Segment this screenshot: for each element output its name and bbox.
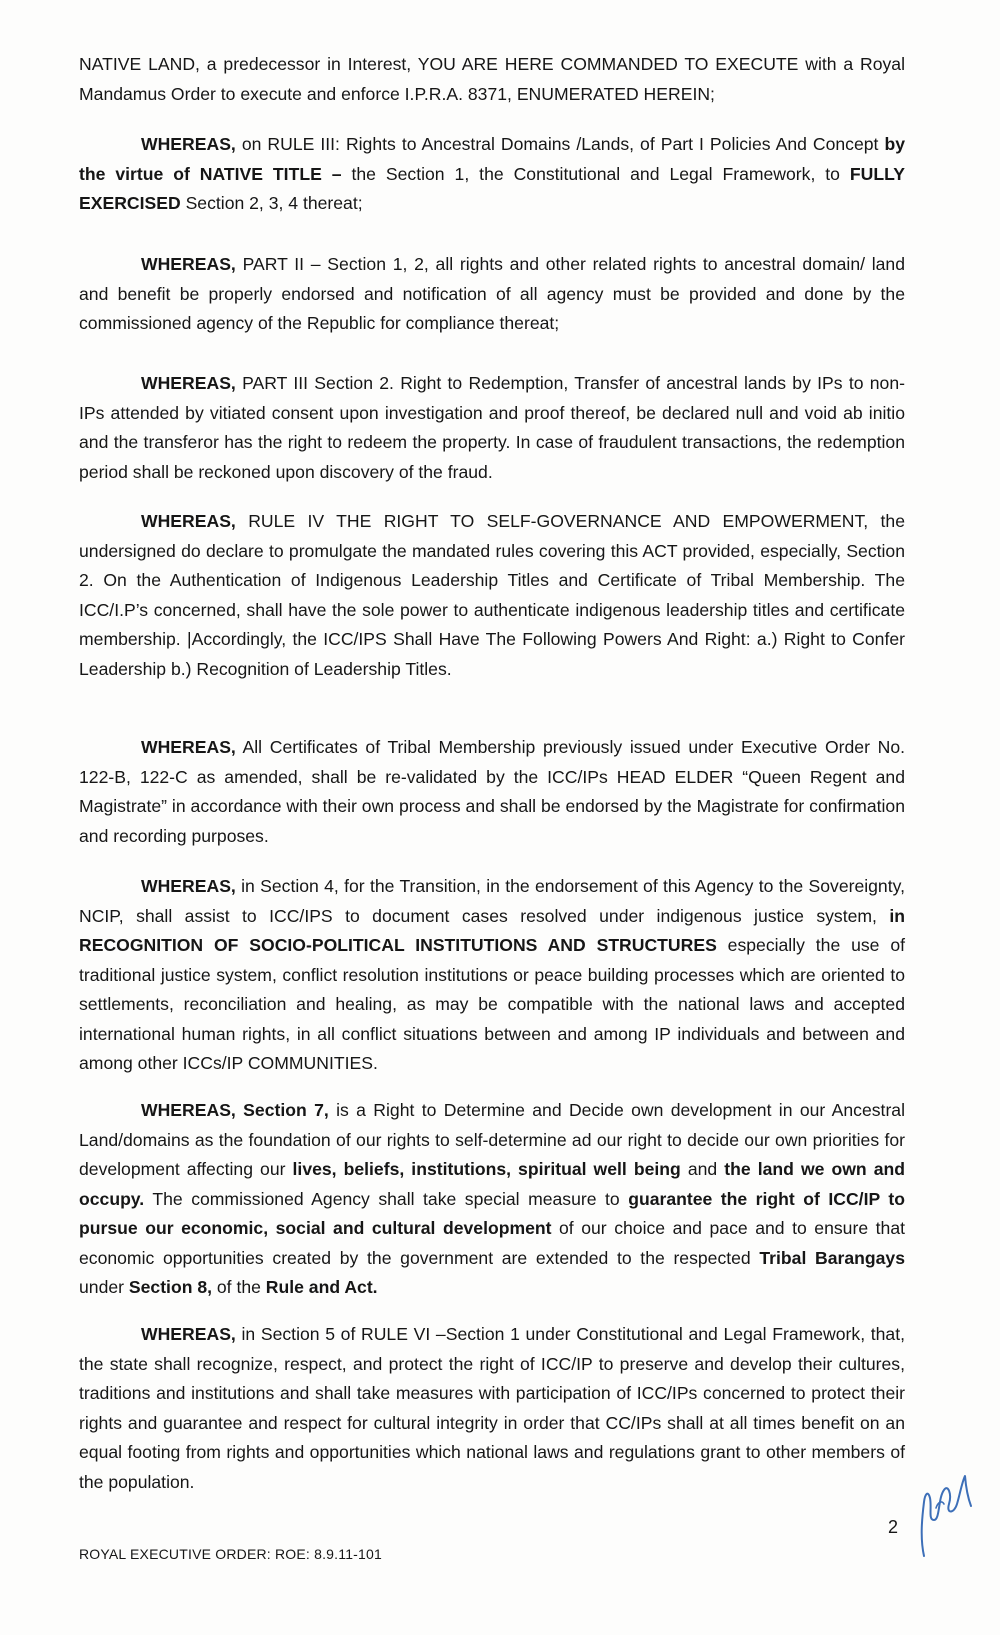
whereas-lead: WHEREAS, (141, 737, 236, 757)
emphasis-text: in RECOGNITION OF SOCIO-POLITICAL INSTITUTIONS AND STRUCTURES (79, 905, 905, 955)
paragraph-text: in Section 5 of RULE VI –Section 1 under Constitutional and Legal Framework, that, the state shall recognize, respect, and protect the right of ICC/IP to preserve and develop their cultures, traditions and institutions and shall take measures with participation of ICC/IPs concerned to protect their rights and guarantee and respect for cultural integrity in order that CC/IPs shall at all times benefit on an equal footing from rights and opportunities which national laws and regulations grant to other members of the population. (79, 1324, 905, 1492)
paragraph-intro (79, 50, 905, 109)
emphasis-text: Section 8, (128, 1277, 212, 1297)
paragraph-text: and (680, 1159, 725, 1179)
paragraph-text: in Section 4, for the Transition, in the endorsement of this Agency to the Sovereignty, NCIP, shall assist to ICC/IPS to document cases resolved under indigenous justice system, (79, 876, 905, 926)
paragraph-whereas-section-7 (79, 1096, 905, 1303)
paragraph-whereas-part-iii (79, 369, 905, 487)
paragraph-text: of our choice and pace and to ensure that economic opportunities created by the government are extended to the respected (79, 1218, 905, 1268)
paragraph-text: is a Right to Determine and Decide own development in our Ancestral Land/domains as the foundation of our rights to self-determine ad our right to decide our own priorities for development affecting our (79, 1100, 905, 1179)
document-footer: ROYAL EXECUTIVE ORDER: ROE: 8.9.11-101 (79, 1546, 382, 1562)
paragraph-text: NATIVE LAND, a predecessor in Interest, YOU ARE HERE COMMANDED TO EXECUTE with a Royal Mandamus Order to execute and enforce I.P.R.A. 8371, ENUMERATED HEREIN; (79, 54, 905, 104)
whereas-lead: WHEREAS, (141, 511, 236, 531)
paragraph-text: of the (212, 1277, 266, 1297)
paragraph-whereas-rule-iv (79, 507, 905, 684)
paragraph-text: PART III Section 2. Right to Redemption, Transfer of ancestral lands by IPs to non-IPs attended by vitiated consent upon investigation and proof thereof, be declared null and void ab initio and the transferor has the right to redeem the property. In case of fraudulent transactions, the redemption period shall be reckoned upon discovery of the fraud. (79, 373, 905, 482)
emphasis-text: lives, beliefs, institutions, spiritual well being (292, 1159, 681, 1179)
paragraph-text: RULE IV THE RIGHT TO SELF-GOVERNANCE AND EMPOWERMENT, the undersigned do declare to promulgate the mandated rules covering this ACT provided, especially, Section 2. On the Authentication of Indigenous Leadership Titles and Certificate of Tribal Membership. The ICC/I.P’s concerned, shall have the sole power to authenticate indigenous leadership titles and certificate membership. |Accordingly, the ICC/IPS Shall Have The Following Powers And Right: a.) Right to Confer Leadership b.) Recognition of Leadership Titles. (79, 511, 905, 679)
paragraph-text: All Certificates of Tribal Membership previously issued under Executive Order No. 122-B, 122-C as amended, shall be re-validated by the ICC/IPs HEAD ELDER “Queen Regent and Magistrate” in accordance with their own process and shall be endorsed by the Magistrate for confirmation and recording purposes. (79, 737, 905, 846)
whereas-lead: WHEREAS, (141, 373, 236, 393)
paragraph-text: the Section 1, the Constitutional and Legal Framework, to (341, 163, 850, 184)
paragraph-whereas-part-ii (79, 250, 905, 339)
emphasis-text: Tribal Barangays (759, 1247, 905, 1268)
whereas-lead: WHEREAS, (141, 254, 236, 274)
page-number: 2 (888, 1517, 899, 1537)
whereas-lead: WHEREAS, Section 7, (141, 1100, 329, 1120)
paragraph-text: under (79, 1277, 129, 1297)
emphasis-text: FULLY EXERCISED (79, 163, 905, 213)
whereas-lead: WHEREAS, (141, 1324, 236, 1344)
whereas-lead: WHEREAS, (141, 134, 236, 154)
paragraph-text: PART II – Section 1, 2, all rights and other related rights to ancestral domain/ land and benefit be properly endorsed and notification of all agency must be provided and done by the commissioned agency of the Republic for compliance thereat; (79, 254, 905, 333)
emphasis-text: the land we own and occupy. (79, 1159, 905, 1209)
whereas-lead: WHEREAS, (141, 876, 236, 896)
emphasis-text: Rule and Act. (265, 1277, 378, 1297)
paragraph-whereas-rule-iii (79, 130, 905, 219)
paragraph-text: Section 2, 3, 4 thereat; (180, 193, 363, 213)
paragraph-whereas-section-4 (79, 872, 905, 1079)
handwritten-initials-signature (916, 1468, 976, 1563)
paragraph-whereas-rule-vi (79, 1320, 905, 1497)
paragraph-whereas-certificates (79, 733, 905, 851)
paragraph-text: especially the use of traditional justice system, conflict resolution institutions or peace building processes which are oriented to settlements, reconciliation and healing, as may be compatible with the national laws and accepted international human rights, in all conflict situations between and among IP individuals and between and among other ICCs/IP COMMUNITIES. (79, 935, 905, 1073)
emphasis-text: by the virtue of NATIVE TITLE – (79, 134, 905, 184)
paragraph-text: on RULE III: Rights to Ancestral Domains /Lands, of Part I Policies And Concept (235, 134, 885, 154)
emphasis-text: guarantee the right of ICC/IP to pursue our economic, social and cultural development (79, 1188, 905, 1238)
paragraph-text: The commissioned Agency shall take special measure to (144, 1188, 629, 1209)
